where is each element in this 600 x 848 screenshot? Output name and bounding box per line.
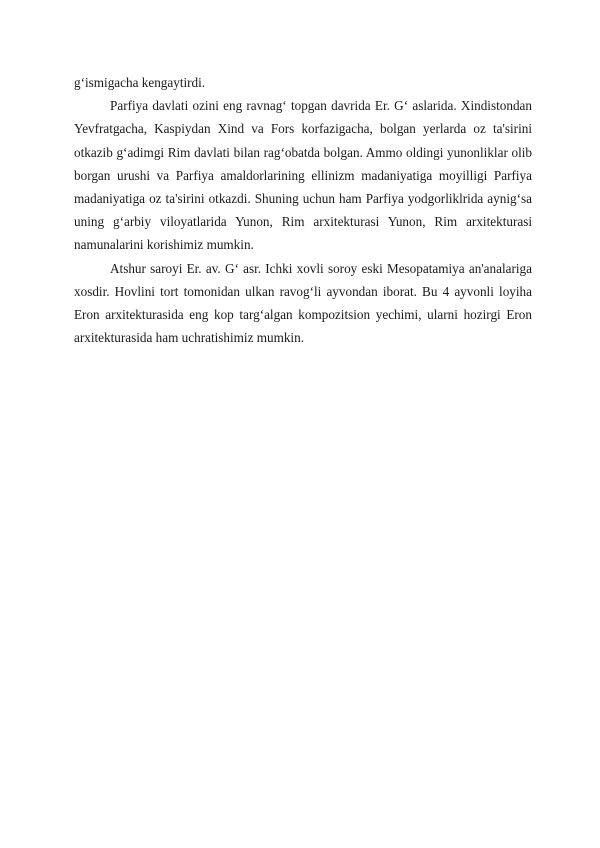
paragraph-atshur-saroyi: Atshur saroyi Er. av. G‘ asr. Ichki xovli soroy eski Mesopatamiya an'analariga xosdir. Hovlini tort tomonidan ulkan ravog‘li ayvondan iborat. Bu 4 ayvonli loyiha Eron arxitekturasida eng kop targ‘algan kompozitsion yechimi, ularni hozirgi Eron arxitekturasida ham uchratishimiz mumkin. bbox=[74, 260, 532, 346]
paragraph-parfiya-davlati: Parfiya davlati ozini eng ravnag‘ topgan davrida Er. G‘ aslarida. Xindistondan Yevfratgacha, Kaspiydan Xind va Fors korfazigacha, bolgan yerlarda oz ta'sirini otkazib g‘adimgi Rim davlati bilan rag‘obatda bolgan. Ammo oldingi yunonliklar olib borgan urushi va Parfiya amaldorlarining ellinizm madaniyatiga moyilligi Parfiya madaniyatiga oz ta'sirini otkazdi. Shuning uchun ham Parfiya yodgorliklrida aynig‘sa uning g‘arbiy viloyatlarida Yunon, Rim arxitekturasi Yunon, Rim arxitekturasi namunalarini korishimiz mumkin. bbox=[74, 98, 532, 253]
document-body bbox=[74, 71, 532, 349]
paragraph-continuation: g‘ismigacha kengaytirdi. bbox=[74, 75, 206, 90]
